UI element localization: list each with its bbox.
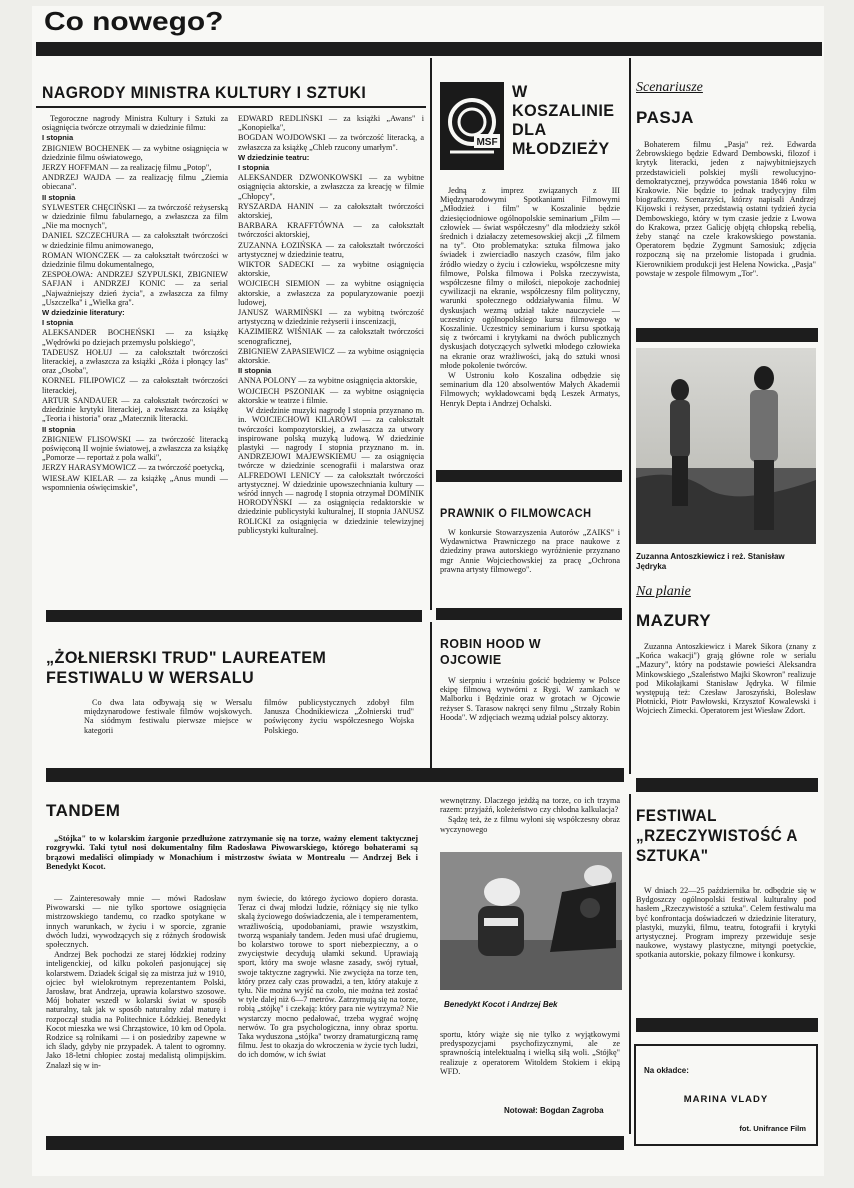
award-entry: W dziedzinie teatru: [238, 152, 310, 162]
tandem-caption: Benedykt Kocot i Andrzej Bek [444, 1000, 558, 1009]
cover-name: MARINA VLADY [683, 1094, 769, 1105]
column-divider [430, 58, 432, 610]
award-entry: ALEKSANDER DZWONKOWSKI — za wybitne osiągnięcia aktorskie, a zwłaszcza za kreację w filmie „Chłopcy", [238, 173, 424, 201]
robin-body: W sierpniu i wrześniu gościć będziemy w Polsce ekipę filmową wytwórni z Rygi. W zamkach w Malborku i Będzinie oraz w grotach w Ojcowie reżyser S. Tarasow nakręci seny filmu „Strzały Robin Hooda". W zdjęciach wezmą udział polscy aktorzy. [440, 676, 620, 722]
tandem-column-1: — Zainteresowały mnie — mówi Radosław Piwowarski — nie tylko sportowe osiągnięcia mistrzowskiego tandemu, co rzadko spotykane w innych warunkach, w życiu i w sporcie, zgranie dwóch ludzi, wywodzących się z różnych środowisk społecznych. Andrzej Bek pochodzi ze starej łódzkiej rodziny inteligenckiej, od kilku pokoleń pasjonującej się kolarstwem. Dziadek ścigał się za mistrza już w 1910, ojciec był wielokrotnym reprezentantem Polski, Jarosław, brat Andrzeja, uprawia kolarstwo szosowe. Mój bohater wszedł w kolarski świat w sposób naturalny, tak jak w sposób naturalny zdał maturę i rozpoczął studia na Politechnice Łódzkiej. Benedykt Kocot mieszka we wsi Chrząstowice, 10 km od Opola. Rodzice są rolnikami — i on posiedziby zapewne w ich ślady, gdyby nie przypadek. A talent to ogromny. Jako 18-letni chłopiec zostaj medalistą olimpijskim. Znalazł się w in- [46, 894, 226, 1070]
koszalin-headline: W KOSZALINIE DLA MŁODZIEŻY [512, 82, 615, 158]
award-entry: BOGDAN WOJDOWSKI — za twórczość literacką, a zwłaszcza za książkę „Chleb rzucony umarłym". [238, 133, 424, 152]
award-entry: ROMAN WIONCZEK — za całokształt twórczości w dziedzinie filmu dokumentalnego, [42, 250, 228, 270]
bottom-rule [46, 1136, 624, 1150]
section-rule [636, 328, 818, 342]
zolnierski-column-1: Co dwa lata odbywają się w Wersalu międzynarodowe festiwale filmów wojskowych. Na siódmym festiwalu pierwsze miejsce w kategorii [84, 698, 252, 735]
award-entry: SYLWESTER CHĘCIŃSKI — za twórczość reżyserską w dziedzinie filmu fabularnego, a zwłaszcza za film „Nie ma mocnych", [42, 202, 228, 231]
top-rule [36, 42, 822, 56]
award-entry: JERZY HOFFMAN — za realizację filmu „Potop", [42, 163, 212, 173]
award-entry: RYSZARDA HANIN — za całokształt twórczości aktorskiej, [238, 201, 424, 221]
cover-label: Na okładce: [644, 1066, 689, 1075]
section-rule [436, 470, 622, 482]
award-entry: W dziedzinie muzyki nagrodę I stopnia przyznano m. in. WOJCIECHOWI KILAROWI — za całokształt twórczości kompozytorskiej, a zwłaszcza za utwory inspirowane polską muzyką ludową. W dziedzinie plastyki — nagrody I stopnia przyznano m. in. ANDRZEJOWI MAJEWSKIEMU — za osiągnięcia twórcze w dziedzinie scenografii i malarstwa oraz ALFREDOWI LENICY — za całokształt twórczości artystycznej. W dziedzinie upowszechniania kultury — wśród innych — nagrodę I stopnia otrzymał DOMINIK HORODYŃSKI — za osiągnięcia redaktorskie w dziedzinie publicystyki kulturalnej, II stopnia JANUSZ ROLICKI za osiągnięcia w dziedzinie telewizyjnej publicystyki kulturalnej. [238, 406, 424, 535]
nagrody-headline: NAGRODY MINISTRA KULTURY I SZTUKI [42, 83, 367, 102]
mazury-headline: MAZURY [636, 611, 712, 630]
pasja-kicker: Scenariusze [636, 80, 703, 95]
mazury-body: Zuzanna Antoszkiewicz i Marek Sikora (znany z „Końca wakacji") grają główne role w serialu „Mazury", który na podstawie powieści Aleksandra Minkowskiego „Szaleństwo Majki Skowron" realizuje pod Mikołajkami Stanisław Jędryka. W filmie występują też: Czesław Jaroszyński, Bolesław Płotnicki, Piotr Pawłowski, Krzysztof Kowalewski i Wojciech Zimecki. Operatorem jest Wiesław Zdort. [636, 642, 816, 716]
nagrody-headline-rule [36, 106, 426, 108]
award-entry: WIESŁAW KIELAR — za książkę „Anus mundi — wspomnienia oświęcimskie", [42, 473, 228, 492]
award-entry: WIKTOR SADECKI — za wybitne osiągnięcia aktorskie, [238, 260, 424, 279]
award-entry: WOJCIECH PSZONIAK — za wybitne osiągnięcia aktorskie w teatrze i filmie. [238, 386, 424, 405]
award-entry: I stopnia [42, 133, 74, 143]
award-entry: ZESPOŁOWA: ANDRZEJ SZYPULSKI, ZBIGNIEW SAFJAN i ANDRZEJ KONIC — za serial „Najważniejszy dzień życia", a zwłaszcza za filmy „Uszczelka" i „Wielka gra". [42, 270, 228, 307]
nagrody-column-1 [42, 114, 228, 602]
zolnierski-headline: „ŻOŁNIERSKI TRUD" LAUREATEM FESTIWALU W WERSALU [46, 648, 327, 687]
film-reel-icon [440, 82, 504, 170]
tandem-signature: Notował: Bogdan Zagroba [504, 1106, 604, 1115]
section-rule [46, 610, 422, 622]
award-entry: ANDRZEJ WAJDA — za realizację filmu „Ziemia obiecana". [42, 173, 228, 192]
award-entry: ARTUR SANDAUER — za całokształt twórczości w dziedzinie krytyki literackiej, a zwłaszcza za książkę „Teoria i historia" oraz „Matecznik literacki. [42, 395, 228, 424]
nagrody-intro: Tegoroczne nagrody Ministra Kultury i Sztuki za osiągnięcia twórcze otrzymali w dziedzinie filmu: [42, 114, 228, 133]
section-rule [436, 608, 622, 620]
cover-credit-box [634, 1044, 818, 1146]
zolnierski-column-2: filmów publicystycznych zdobył film Janusza Chodnikiewicza „Żołnierski trud" poświęcony życiu współczesnego Wojska Polskiego. [264, 698, 414, 735]
msf-logo [440, 82, 504, 170]
nagrody-column-2 [238, 114, 424, 602]
section-rule [46, 768, 624, 782]
tandem-photo [440, 852, 622, 990]
festiwal-body: W dniach 22—25 października br. odbędzie się w Bydgoszczy ogólnopolski festiwal kulturalny pod hasłem „Rzeczywistość a sztuka". Celem festiwalu ma być konfrontacja doświadczeń w dziedzinie literatury, plastyki, muzyki, filmu, teatru, fotografii i krytyki artystycznej. Program imprezy przewiduje sesje naukowe, wystawy plastyczne, mityngi poetyckie, spotkania autorskie, pokazy filmowe i konkursy. [636, 886, 816, 960]
award-entry: ZUZANNA ŁOZIŃSKA — za całokształt twórczości artystycznej w dziedzinie teatru, [238, 240, 424, 259]
award-entry: KAZIMIERZ WIŚNIAK — za całokształt twórczości scenograficznej, [238, 327, 424, 346]
column-divider [430, 622, 432, 770]
pasja-headline: PASJA [636, 108, 694, 127]
column-divider [629, 58, 631, 774]
section-rule [636, 778, 818, 792]
couple-in-meadow-photo [636, 348, 816, 544]
award-entry: II stopnia [42, 424, 76, 434]
award-entry: BARBARA KRAFFTÓWNA — za całokształt twórczości aktorskiej, [238, 221, 424, 240]
cover-photo-credit: fot. Unifrance Film [739, 1124, 806, 1133]
tandem-column-3-top: wewnętrzny. Dlaczego jeżdżą na torze, co ich trzyma razem: przyjaźń, koleżeństwo czy chłodna kalkulacja? Sądzę też, że z filmu wyłoni się współczesny obraz wyczynowego [440, 796, 620, 834]
award-entry: WOJCIECH SIEMION — za wybitne osiągnięcia aktorskie, a zwłaszcza za popularyzowanie poezji ludowej, [238, 279, 424, 307]
section-rule [636, 1018, 818, 1032]
award-entry: ZBIGNIEW FLISOWSKI — za twórczość literacką poświęconą II wojnie światowej, a zwłaszcza za książkę „Pomorze — reportaż z pola walki", [42, 434, 228, 463]
tandem-lead: „Stójka" to w kolarskim żargonie przedłużone zatrzymanie się na torze, ważny element taktycznej rozgrywki. Taki tytuł nosi dokumentalny film Radosława Piwowarskiego, którego bohaterami są brązowi medaliści olimpiady w Monachium i mistrzostw świata w Montrealu — Andrzej Bek i Benedykt Kocot. [46, 834, 418, 872]
tandem-headline: TANDEM [46, 801, 121, 820]
pasja-body: Bohaterem filmu „Pasja" reż. Edwarda Żebrowskiego będzie Edward Dembowski, filozof i krytyk literacki, jeden z najwybitniejszych przedstawicieli polskiej myśli rewolucyjno-demokratycznej, przywódca powstania 1846 roku w Krakowie. Nie będzie to jednak tradycyjny film biograficzny. Scenarzyści, którzy napisali Andrzej Kijowski i reżyser, przedstawią ostatni tydzień życia Dembowskiego, który w tym czasie jedzie z Lwowa do Krakowa, przez Galicję objętą chłopską rebelią, żeby stanąć na czele krakowskiego powstania. Operatorem będzie Zygmunt Samosiuk; zdjęcia rozpoczną się na przełomie listopada i grudnia. Kierownikiem produkcji jest Helena Nowicka. „Pasja" powstaje w zespole filmowym „Tor". [636, 140, 816, 278]
award-entry: EDWARD REDLIŃSKI — za książki „Awans" i „Konopielka", [238, 114, 424, 133]
pasja-photo [636, 348, 816, 544]
award-entry: II stopnia [42, 192, 76, 202]
award-entry: ZBIGNIEW BOCHENEK — za wybitne osiągnięcia w dziedzinie filmu oświatowego, [42, 143, 228, 162]
award-entry: ZBIGNIEW ZAPASIEWICZ — za wybitne osiągnięcia aktorskie. [238, 346, 424, 366]
festiwal-headline: FESTIWAL „RZECZYWISTOŚĆ A SZTUKA" [636, 806, 798, 865]
robin-headline: ROBIN HOOD W OJCOWIE [440, 636, 542, 667]
prawnik-headline: PRAWNIK O FILMOWCACH [440, 508, 592, 520]
award-entry: DANIEL SZCZECHURA — za całokształt twórczości w dziedzinie filmu animowanego, [42, 231, 228, 250]
column-divider [629, 794, 631, 1134]
prawnik-body: W konkursie Stowarzyszenia Autorów „ZAIKS" i Wydawnictwa Prawniczego na prace naukowe z dziedziny prawa autorskiego wyróżnienie przyznano mgr Annie Wojciechowskiej za pracę „Ochrona prawna artysty filmowego". [440, 528, 620, 574]
award-entry: I stopnia [42, 318, 74, 328]
award-entry: KORNEL FILIPOWICZ — za całokształt twórczości literackiej, [42, 376, 228, 395]
award-entry: TADEUSZ HOŁUJ — za całokształt twórczości literackiej, a zwłaszcza za książki „Róża i płonący las" oraz „Osoba", [42, 347, 228, 376]
mazury-kicker: Na planie [636, 584, 691, 599]
cyclists-photo [440, 852, 622, 990]
section-header: Co nowego? [44, 6, 224, 36]
award-entry: ANNA POLONY — za wybitne osiągnięcia aktorskie, [238, 376, 418, 386]
award-entry: JANUSZ WARMIŃSKI — za wybitną twórczość artystyczną w dziedzinie reżyserii i inscenizacji, [238, 308, 424, 327]
award-entry: ALEKSANDER BOCHEŃSKI — za książkę „Wędrówki po dziejach przemysłu polskiego", [42, 328, 228, 347]
tandem-column-3-bottom: sportu, który wiąże się nie tylko z wyjątkowymi predyspozycjami psychofizycznymi, ale ze sprawnością intelektualną i wielką siłą woli. „Stójkę" realizuje z operatorem Witoldem Stokiem i ekipą WFD. [440, 1030, 620, 1076]
award-entry: I stopnia [238, 163, 270, 173]
award-entry: JERZY HARASYMOWICZ — za twórczość poetycką, [42, 463, 225, 473]
tandem-column-2: nym świecie, do którego życiowo dopiero dorasta. Teraz ci dwaj młodzi ludzie, różniący się nie tylko skalą życiowego doświadczenia, ale i temperamentem, wrażliwością, upodobaniami, prawie wszystkim, tworzą wspaniały tandem. Jeden musi ufać drugiemu, bo kolarstwo torowe to sport niebezpieczny, a o zwycięstwie decydują ułamki sekund. Uprawiają sport, który ma swoje własne zasady, swój rytuał, swoje taktyczne zagrywki. Nie zwycięża na torze ten, który przez cały czas prowadzi, a ten, który atakuje z tyłu. Nie można wyjść na czoło, nie można też zostać w tyle dalej niż 6—7 metrów. Zatrzymują się na torze, robią „stójkę" i czekają: który para nie wytrzyma? Nie wystarczy mocno pedałować, trzeba wygrać wojnę nerwów. To gra psychologiczna, inny obraz sportu. Taka wyduszona „stójka" tworzy dramaturgiczną ramę filmu. Jest to okazja do wkroczenia w życie tych ludzi, do ich domów, w ich świat [238, 894, 418, 1060]
svg-text:MSF: MSF [476, 137, 498, 148]
magazine-page [32, 6, 824, 1176]
award-entry: II stopnia [238, 366, 272, 376]
award-entry: W dziedzinie literatury: [42, 308, 125, 318]
pasja-caption: Zuzanna Antoszkiewicz i reż. Stanisław Jędryka [636, 552, 785, 571]
koszalin-body: Jedną z imprez związanych z III Międzynarodowymi Spotkaniami Filmowymi „Młodzież i film" w Koszalinie będzie dziesięciodniowe ogólnopolskie seminarium „Film — człowiek — świat współczesny" dla młodzieży szkół średnich i działaczy zetemesowskiej akcji „Z filmem na ty". Oto problematyka: sztuka filmowa jako świadek i zwierciadło naszych czasów, film jako źródło wiedzy o życiu i człowieku, współczesne mity filmowe, Polska filmowa i Polska rzeczywista, współczesne filmy o miłości, niepokoje zachodniej cywilizacji na ekranie, współczesny film polityczny, warunki społecznego oddziaływania filmu. W dyskusjach wezmą udział także nauczyciele — uczestnicy ogólnopolskiego kursu filmowego w Koszalinie. Uczestnicy seminarium i kursu spotkają się z twórcami i krytykami na dwóch publicznych dyskusjach dotyczących sylwetki młodego człowieka na ekranie oraz wrażliwości, jaką do sztuki wnosi młode pokolenie twórców. W Ustroniu koło Koszalina odbędzie się seminarium dla 120 absolwentów Małych Akademii Filmowych; wykładowcami będą Leszek Armatys, Henryk Depta i Andrzej Ochalski. [440, 186, 620, 408]
